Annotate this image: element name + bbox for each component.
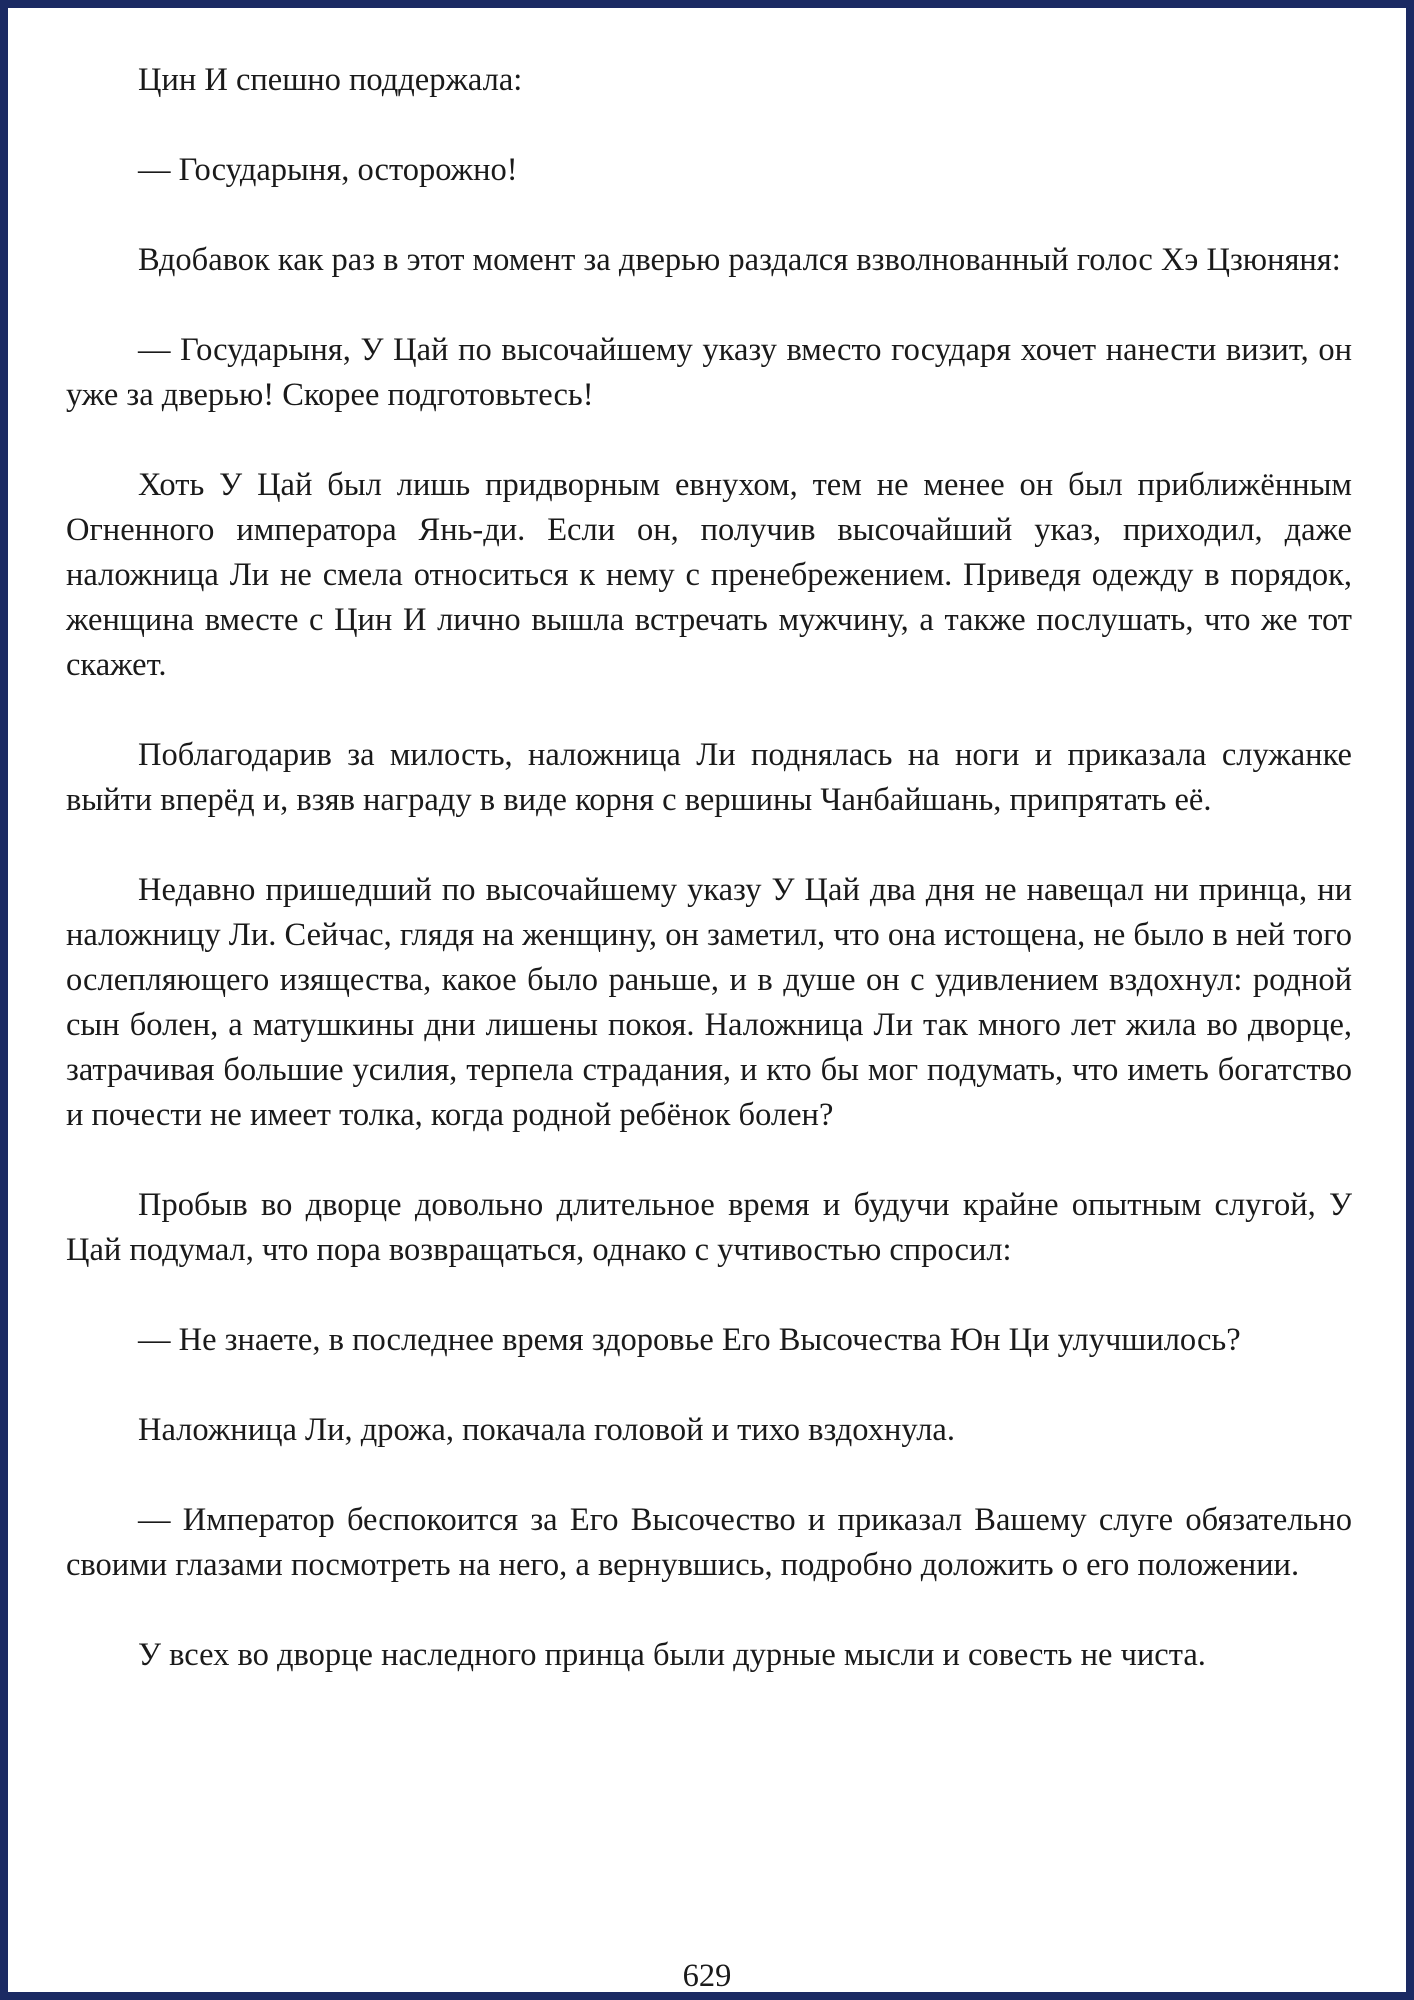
paragraph-9: — Не знаете, в последнее время здоровье Его Высочества Юн Ци улучшилось? <box>138 1322 1241 1358</box>
paragraph-12: У всех во дворце наследного принца были дурные мысли и совесть не чиста. <box>138 1637 1206 1673</box>
paragraph-4: — Государыня, У Цай по высочайшему указу вместо государя хочет нанести визит, он уже за дверью! Скорее подготовьтесь! <box>66 332 1352 413</box>
paragraph-11: — Император беспокоится за Его Высочество и приказал Вашему слуге обязательно своими глазами посмотреть на него, а вернувшись, подробно доложить о его положении. <box>66 1502 1352 1583</box>
page-number: 629 <box>682 1958 732 1994</box>
paragraph-7: Недавно пришедший по высочайшему указу У Цай два дня не навещал ни принца, ни наложницу Ли. Сейчас, глядя на женщину, он заметил, что она истощена, не было в ней того ослепляющего изящества, какое было раньше, и в душе он с удивлением вздохнул: родной сын болен, а матушкины дни лишены покоя. Наложница Ли так много лет жила во дворце, затрачивая большие усилия, терпела страдания, и кто бы мог подумать, что иметь богатство и почести не имеет толка, когда родной ребёнок болен? <box>66 872 1352 1133</box>
paragraph-6: Поблагодарив за милость, наложница Ли поднялась на ноги и приказала служанке выйти вперёд и, взяв награду в виде корня с вершины Чанбайшань, припрятать её. <box>66 737 1352 818</box>
paragraph-2: — Государыня, осторожно! <box>138 152 518 188</box>
paragraph-10: Наложница Ли, дрожа, покачала головой и тихо вздохнула. <box>138 1412 955 1448</box>
paragraph-8: Пробыв во дворце довольно длительное время и будучи крайне опытным слугой, У Цай подумал, что пора возвращаться, однако с учтивостью спросил: <box>66 1187 1352 1268</box>
paragraph-1: Цин И спешно поддержала: <box>138 62 523 98</box>
paragraph-5: Хоть У Цай был лишь придворным евнухом, тем не менее он был приближённым Огненного императора Янь-ди. Если он, получив высочайший указ, приходил, даже наложница Ли не смела относиться к нему с пренебрежением. Приведя одежду в порядок, женщина вместе с Цин И лично вышла встречать мужчину, а также послушать, что же тот скажет. <box>66 467 1352 683</box>
page-body <box>66 58 1352 1723</box>
paragraph-3: Вдобавок как раз в этот момент за дверью раздался взволнованный голос Хэ Цзюняня: <box>138 242 1341 278</box>
